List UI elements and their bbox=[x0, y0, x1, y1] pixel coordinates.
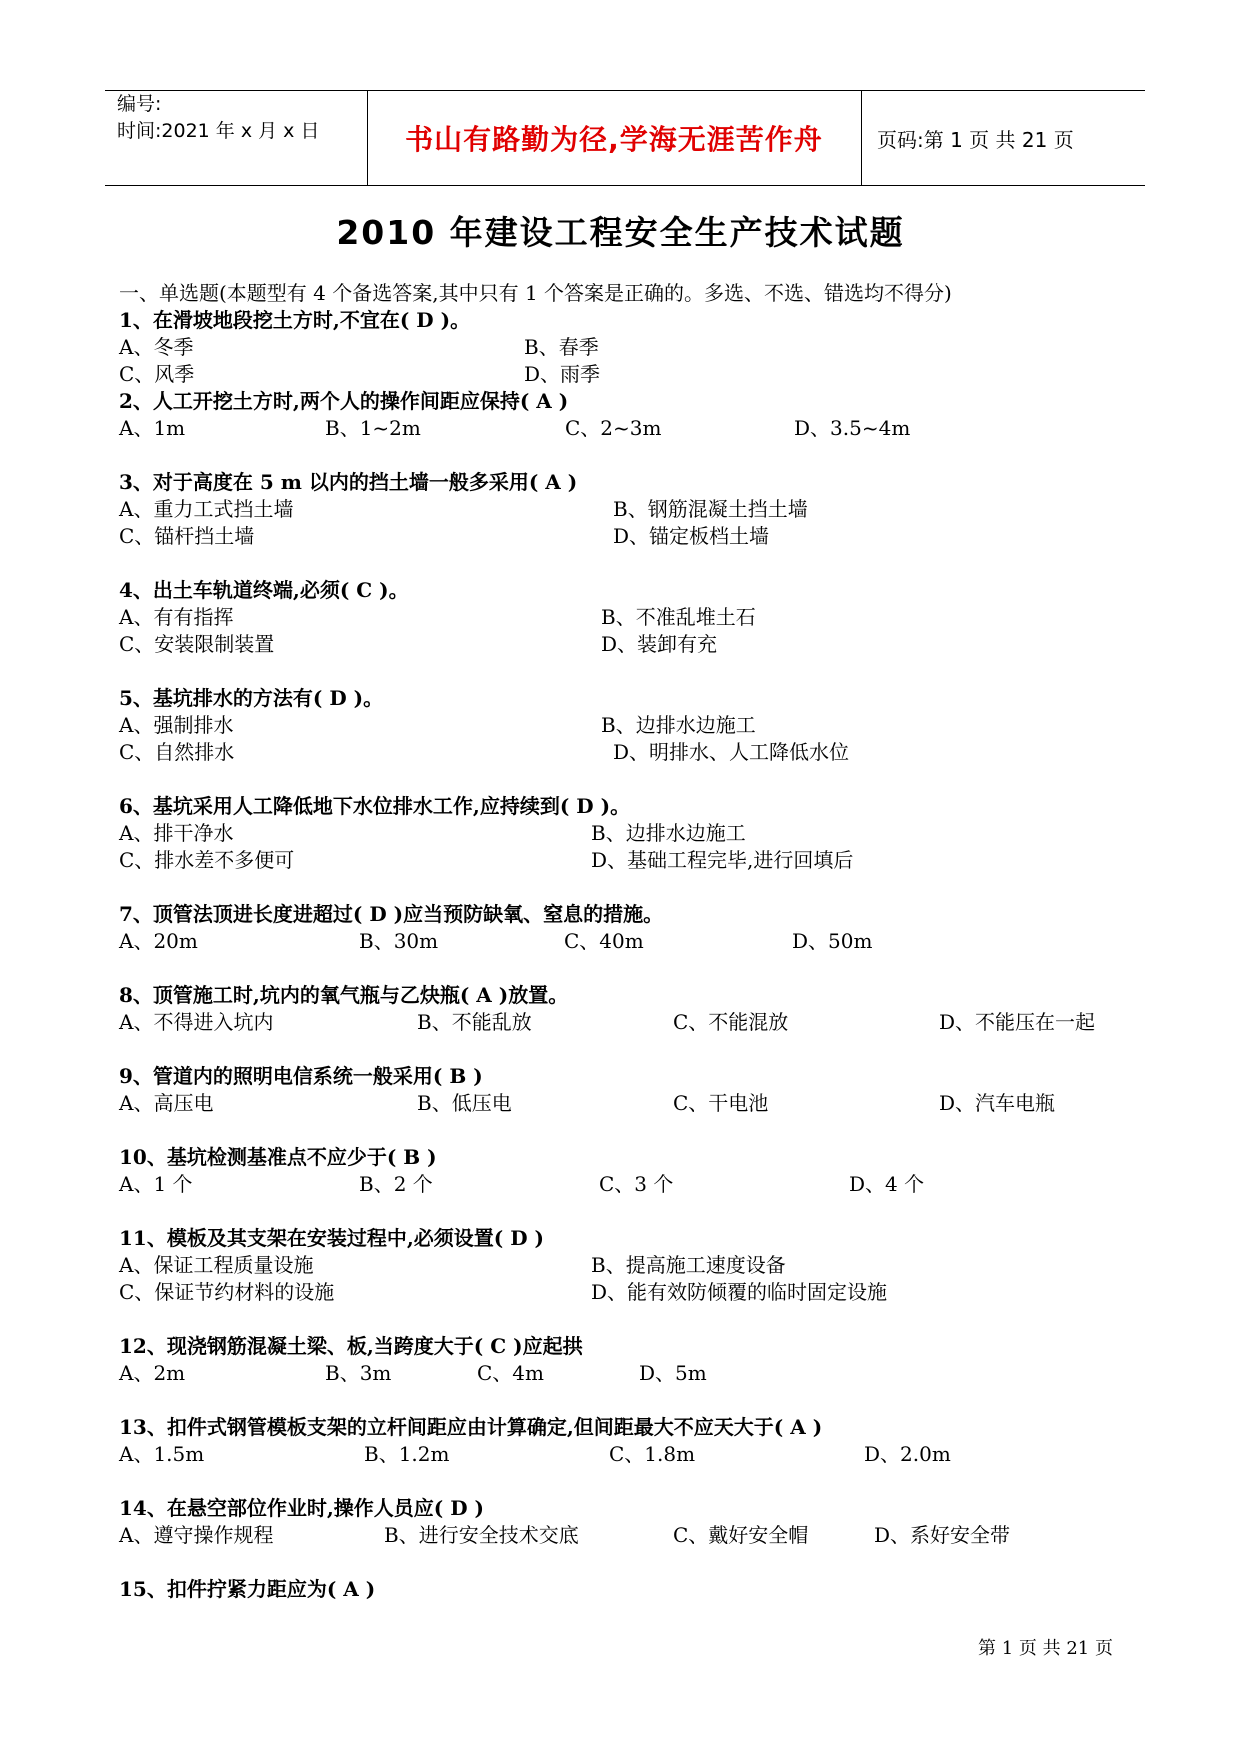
option: D、5m bbox=[639, 1361, 707, 1385]
option: C、自然排水 bbox=[119, 740, 235, 764]
option-row bbox=[119, 1009, 1159, 1036]
option-row bbox=[119, 1360, 1159, 1387]
option: A、不得进入坑内 bbox=[119, 1010, 274, 1034]
question: 14、在悬空部位作业时,操作人员应( D ) bbox=[119, 1496, 484, 1520]
option: D、3.5~4m bbox=[794, 416, 911, 440]
header-divider bbox=[861, 91, 862, 185]
option: B、边排水边施工 bbox=[591, 821, 746, 845]
option: D、锚定板档土墙 bbox=[613, 524, 770, 548]
option: C、4m bbox=[477, 1361, 544, 1385]
option: A、冬季 bbox=[119, 335, 194, 359]
option: D、4 个 bbox=[849, 1172, 925, 1196]
option: A、有有指挥 bbox=[119, 605, 234, 629]
option-row bbox=[119, 1090, 1159, 1117]
option: C、干电池 bbox=[673, 1091, 769, 1115]
option: A、排干净水 bbox=[119, 821, 234, 845]
option: B、边排水边施工 bbox=[601, 713, 756, 737]
option: B、钢筋混凝土挡土墙 bbox=[613, 497, 808, 521]
option: C、风季 bbox=[119, 362, 195, 386]
header-motto: 书山有路勤为径,学海无涯苦作舟 bbox=[405, 123, 823, 156]
option: B、1~2m bbox=[325, 416, 421, 440]
question: 3、对于高度在 5 m 以内的挡土墙一般多采用( A ) bbox=[119, 470, 578, 494]
option: D、不能压在一起 bbox=[939, 1010, 1096, 1034]
option-row bbox=[119, 361, 1159, 388]
question: 15、扣件拧紧力距应为( A ) bbox=[119, 1577, 376, 1601]
option-row bbox=[119, 604, 1159, 631]
option: C、戴好安全帽 bbox=[673, 1523, 809, 1547]
option-row bbox=[119, 739, 1159, 766]
document-title: 2010 年建设工程安全生产技术试题 bbox=[336, 213, 905, 252]
option: B、3m bbox=[325, 1361, 392, 1385]
question: 6、基坑采用人工降低地下水位排水工作,应持续到( D )。 bbox=[119, 794, 631, 818]
option: D、装卸有充 bbox=[601, 632, 718, 656]
option: D、能有效防倾覆的临时固定设施 bbox=[591, 1280, 888, 1304]
document-header bbox=[105, 90, 1145, 186]
option: A、1.5m bbox=[119, 1442, 205, 1466]
option: C、1.8m bbox=[609, 1442, 696, 1466]
question: 9、管道内的照明电信系统一般采用( B ) bbox=[119, 1064, 483, 1088]
option: B、春季 bbox=[524, 335, 599, 359]
option-row bbox=[119, 523, 1159, 550]
option: A、2m bbox=[119, 1361, 186, 1385]
option-row bbox=[119, 631, 1159, 658]
option: A、1m bbox=[119, 416, 186, 440]
question: 5、基坑排水的方法有( D )。 bbox=[119, 686, 384, 710]
option: B、不准乱堆土石 bbox=[601, 605, 756, 629]
number-label: 编号: bbox=[117, 93, 162, 115]
question: 13、扣件式钢管模板支架的立杆间距应由计算确定,但间距最大不应天大于( A ) bbox=[119, 1415, 823, 1439]
question: 1、在滑坡地段挖土方时,不宜在( D )。 bbox=[119, 308, 471, 332]
question: 4、出土车轨道终端,必须( C )。 bbox=[119, 578, 409, 602]
option: D、雨季 bbox=[524, 362, 601, 386]
option: B、2 个 bbox=[359, 1172, 433, 1196]
option: D、2.0m bbox=[864, 1442, 951, 1466]
option: B、不能乱放 bbox=[417, 1010, 532, 1034]
question-list bbox=[119, 280, 1159, 1603]
option: A、重力工式挡土墙 bbox=[119, 497, 294, 521]
question: 8、顶管施工时,坑内的氧气瓶与乙炔瓶( A )放置。 bbox=[119, 983, 569, 1007]
option: C、3 个 bbox=[599, 1172, 674, 1196]
option: A、20m bbox=[119, 929, 198, 953]
option-row bbox=[119, 820, 1159, 847]
option-row bbox=[119, 1252, 1159, 1279]
question: 12、现浇钢筋混凝土梁、板,当跨度大于( C )应起拱 bbox=[119, 1334, 583, 1358]
option: D、系好安全带 bbox=[874, 1523, 1011, 1547]
option: A、遵守操作规程 bbox=[119, 1523, 274, 1547]
section-heading: 一、单选题(本题型有 4 个备选答案,其中只有 1 个答案是正确的。多选、不选、错选均不得分) bbox=[119, 281, 952, 305]
option: C、2~3m bbox=[565, 416, 662, 440]
option: A、强制排水 bbox=[119, 713, 234, 737]
option: C、保证节约材料的设施 bbox=[119, 1280, 335, 1304]
option: C、锚杆挡土墙 bbox=[119, 524, 255, 548]
option: A、保证工程质量设施 bbox=[119, 1253, 314, 1277]
option-row bbox=[119, 415, 1159, 442]
option-row bbox=[119, 1441, 1159, 1468]
question: 10、基坑检测基准点不应少于( B ) bbox=[119, 1145, 437, 1169]
option: C、不能混放 bbox=[673, 1010, 789, 1034]
question: 11、模板及其支架在安装过程中,必须设置( D ) bbox=[119, 1226, 544, 1250]
option-row bbox=[119, 847, 1159, 874]
option-row bbox=[119, 1171, 1159, 1198]
option: A、高压电 bbox=[119, 1091, 214, 1115]
header-page-info: 页码:第 1 页 共 21 页 bbox=[877, 127, 1074, 152]
option-row bbox=[119, 496, 1159, 523]
option-row bbox=[119, 712, 1159, 739]
option: B、低压电 bbox=[417, 1091, 512, 1115]
header-meta bbox=[117, 91, 319, 145]
option: C、40m bbox=[564, 929, 644, 953]
option: C、安装限制装置 bbox=[119, 632, 275, 656]
option-row bbox=[119, 1522, 1159, 1549]
option: D、明排水、人工降低水位 bbox=[613, 740, 850, 764]
option: D、汽车电瓶 bbox=[939, 1091, 1056, 1115]
option: B、1.2m bbox=[364, 1442, 450, 1466]
option-row bbox=[119, 334, 1159, 361]
question: 2、人工开挖土方时,两个人的操作间距应保持( A ) bbox=[119, 389, 569, 413]
time-label: 时间:2021 年 x 月 x 日 bbox=[117, 120, 320, 142]
option: B、进行安全技术交底 bbox=[384, 1523, 579, 1547]
option: B、提高施工速度设备 bbox=[591, 1253, 786, 1277]
option: D、50m bbox=[792, 929, 873, 953]
option: D、基础工程完毕,进行回填后 bbox=[591, 848, 854, 872]
option: A、1 个 bbox=[119, 1172, 193, 1196]
option-row bbox=[119, 928, 1159, 955]
option: C、排水差不多便可 bbox=[119, 848, 295, 872]
option-row bbox=[119, 1279, 1159, 1306]
option: B、30m bbox=[359, 929, 439, 953]
question: 7、顶管法顶进长度进超过( D )应当预防缺氧、窒息的措施。 bbox=[119, 902, 664, 926]
page-footer: 第 1 页 共 21 页 bbox=[978, 1638, 1113, 1659]
